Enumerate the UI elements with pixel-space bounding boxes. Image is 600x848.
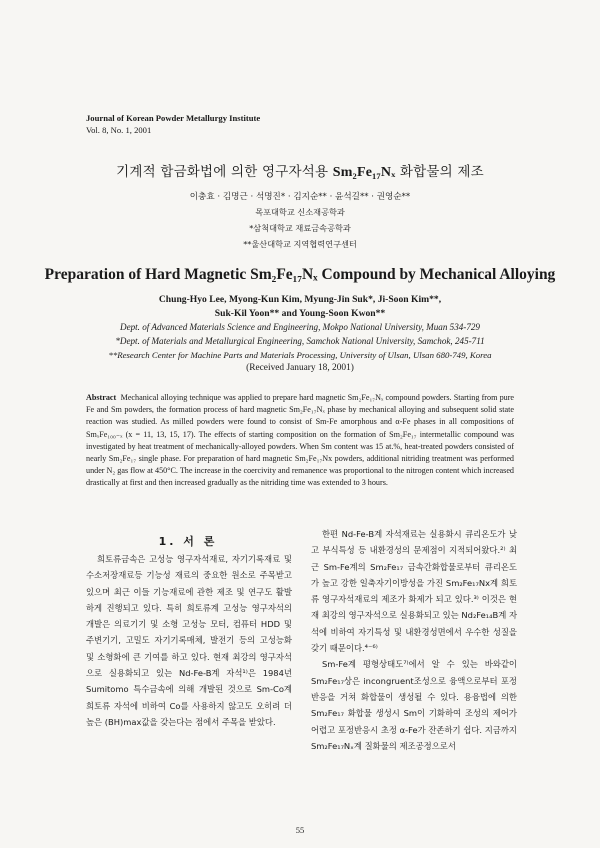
english-affiliation-3: **Research Center for Machine Parts and Materials Processing, University of Ulsan, Ulsan 680-749, Korea	[108, 350, 492, 360]
right-paragraph-1: 한편 Nd-Fe-B계 자석재료는 실용화시 큐리온도가 낮고 부식특성 등 내환경성의 문제점이 지적되어왔다.²⁾ 최근 Sm-Fe계의 Sm₂Fe₁₇ 금속간화합물로부터 큐리온도가 높고 강한 일축자기이방성을 가진 Sm₂Fe₁₇Nx계 희토류 영구자석재료의 제조가 화제가 되고 있다.³⁾ 이것은 현재 최강의 영구자석으로 실용화되고 있는 Nd₂Fe₁₄B계 자석에 비하여 자기특성 및 내환경성면에서 우수한 성질을 갖기 때문이다.⁴⁻⁶⁾	[311, 529, 517, 654]
korean-title-formula: Sm₂Fe₁₇Nₓ	[332, 165, 396, 180]
korean-authors: 이충효 · 김명근 · 석명진* · 김지순** · 윤석길** · 권영순**	[189, 192, 411, 202]
right-column	[311, 526, 517, 754]
korean-affiliation-3: **울산대학교 지역협력연구센터	[243, 239, 357, 249]
right-paragraph-2: Sm-Fe계 평형상태도⁷⁾에서 알 수 있는 바와같이 Sm₂Fe₁₇상은 incongruent조성으로 융액으로부터 포정반응을 거쳐 화합물이 생성될 수 있다. 용융법에 의한 Sm₂Fe₁₇ 화합물 생성시 Sm이 기화하여 조성의 제어가 어렵고 포정반응시 초정 α-Fe가 잔존하기 쉽다. 지금까지 Sm₂Fe₁₇Nₓ계 질화물의 제조공정으로서	[311, 659, 517, 751]
journal-volume: Vol. 8, No. 1, 2001	[86, 124, 152, 135]
english-affiliation-1: Dept. of Advanced Materials Science and Engineering, Mokpo National University, Muan 534-729	[120, 322, 480, 332]
korean-title	[0, 160, 600, 181]
english-affiliation-2: *Dept. of Materials and Metallurgical Engineering, Samchok National University, Samchok, 245-711	[115, 336, 485, 346]
left-column	[86, 551, 292, 730]
english-title: Preparation of Hard Magnetic Sm₂Fe₁₇Nₓ Compound by Mechanical Alloying	[44, 266, 556, 283]
korean-affiliation-1: 목포대학교 신소재공학과	[255, 207, 345, 217]
journal-name: Journal of Korean Powder Metallurgy Institute	[86, 113, 261, 123]
korean-title-pre: 기계적 합금화법에 의한 영구자석용	[116, 164, 333, 180]
left-paragraph-1: 희토류금속은 고성능 영구자석재료, 자기기록재료 및 수소저장재료등 기능성 재료의 중요한 원소로 주목받고 있으며 최근 이들 기능재료에 관한 제조 및 연구도 활발하게 진행되고 있다. 특히 희토류계 고성능 영구자석의 개발은 의료기기 및 소형 고성능 모터, 컴퓨터 HDD 및 주변기기, 고밀도 자기기록매체, 발전기 등의 고성능화 및 소형화에 큰 기여를 하고 있다. 현재 최강의 영구자석으로 실용화되고 있는 Nd-Fe-B계 자석¹⁾은 1984년 Sumitomo 특수금속에 의해 개발된 것으로 Sm-Co계 희토류 자석에 비하여 Co를 사용하지 않고도 오히려 더 높은 (BH)max값을 갖는다는 점에서 주목을 받았다.	[86, 554, 292, 727]
english-authors-line1: Chung-Hyo Lee, Myong-Kun Kim, Myung-Jin Suk*, Ji-Soon Kim**,	[158, 294, 442, 305]
page-number: 55	[295, 825, 305, 835]
korean-affiliation-2: *삼척대학교 재료금속공학과	[249, 223, 351, 233]
abstract-text: Mechanical alloying technique was applied to prepare hard magnetic Sm₂Fe₁₇Nₓ compound powders. Starting from pure Fe and Sm powders, the formation process of hard magnetic Sm₂Fe₁₇Nₓ phase by mechanical alloying and subsequent solid state reaction was studied. As milled powders were found to consist of Sm-Fe amorphous and α-Fe phases in all compositions of SmₓFe₁₀₀₋ₓ (x = 11, 13, 15, 17). The effects of starting composition on the formation of Sm₂Fe₁₇ intermetallic compound was investigated by heat treatment of mechanically-alloyed powders. When Sm content was 15 at.%, heat-treated powders consisted of nearly Sm₂Fe₁₇ single phase. For preparation of hard magnetic Sm₂Fe₁₇Nx powders, additional nitriding treatment was performed under N₂ gas flow at 450°C. The increase in the coercivity and remanence was proportional to the nitrogen content which increased drastically at first and then increased gradually as the nitriding time was extended to 3 hours.	[86, 393, 514, 488]
abstract	[86, 392, 514, 490]
section-heading: 1. 서 론	[158, 535, 218, 548]
korean-title-post: 화합물의 제조	[395, 164, 484, 180]
abstract-label: Abstract	[86, 393, 117, 402]
journal-header	[86, 113, 260, 136]
english-authors-line2: Suk-Kil Yoon** and Young-Soon Kwon**	[214, 308, 386, 319]
received-date: (Received January 18, 2001)	[246, 363, 354, 373]
